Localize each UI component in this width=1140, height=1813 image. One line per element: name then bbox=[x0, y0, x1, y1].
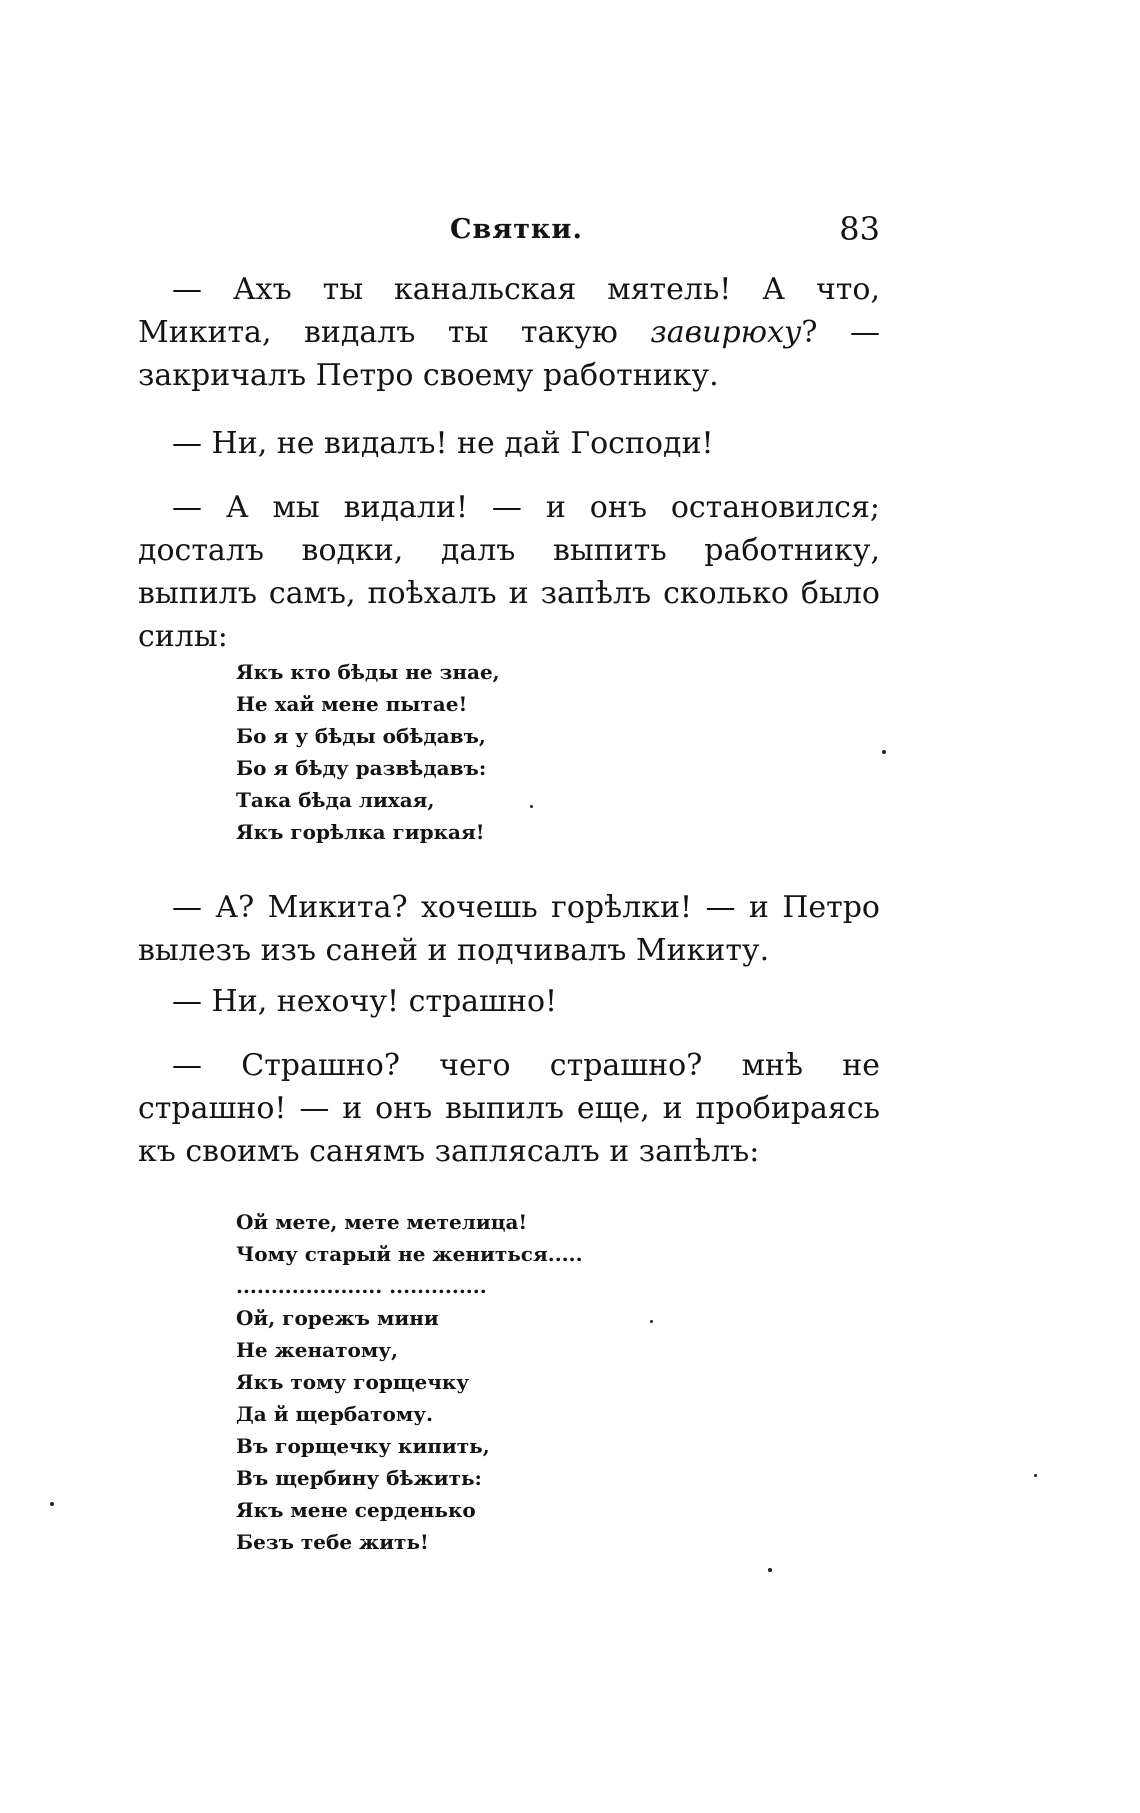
verse-line: Въ горщечку кипить, bbox=[236, 1434, 490, 1458]
scan-speck bbox=[50, 1502, 54, 1506]
verse-line: Якъ тому горщечку bbox=[236, 1370, 470, 1394]
verse-line: Ой мете, мете метелица! bbox=[236, 1210, 528, 1234]
verse-line: Ой, горежъ мини bbox=[236, 1306, 439, 1330]
verse-line: Безъ тебе жить! bbox=[236, 1530, 429, 1554]
verse-line: Якъ мене серденько bbox=[236, 1498, 476, 1522]
verse-line: Бо я у бѣды обѣдавъ, bbox=[236, 724, 486, 748]
scan-speck bbox=[1034, 1474, 1037, 1477]
verse-line: ..................... .............. bbox=[236, 1274, 487, 1298]
verse-one bbox=[236, 656, 500, 848]
verse-two bbox=[236, 1206, 583, 1558]
verse-line: Въ щербину бѣжить: bbox=[236, 1466, 482, 1490]
scan-speck bbox=[768, 1568, 772, 1572]
scan-speck bbox=[882, 750, 886, 754]
paragraph-1: — Ахъ ты канальская мятель! А что, Микита, видалъ ты такую завирюху? — закричалъ Петро своему работнику. bbox=[138, 272, 880, 393]
paragraph-6: — Страшно? чего страшно? мнѣ не страшно! — и онъ выпилъ еще, и пробираясь къ своимъ санямъ заплясалъ и запѣлъ: bbox=[138, 1048, 880, 1169]
verse-line: Якъ кто бѣды не знае, bbox=[236, 660, 500, 684]
italic-word: завирюху bbox=[650, 315, 802, 350]
verse-line: Не женатому, bbox=[236, 1338, 398, 1362]
running-title: Святки. bbox=[450, 214, 583, 245]
verse-line: Чому старый не жениться..... bbox=[236, 1242, 583, 1266]
paragraph-5: — Ни, нехочу! страшно! bbox=[172, 984, 558, 1019]
scan-speck bbox=[650, 1320, 653, 1323]
verse-line: Не хай мене пытае! bbox=[236, 692, 468, 716]
verse-line: Да й щербатому. bbox=[236, 1402, 434, 1426]
verse-line: Якъ горѣлка гиркая! bbox=[236, 820, 485, 844]
paragraph-2: — Ни, не видалъ! не дай Господи! bbox=[172, 426, 714, 461]
paragraph-4: — А? Микита? хочешь горѣлки! — и Петро вылезъ изъ саней и подчивалъ Микиту. bbox=[138, 890, 880, 968]
page-number: 83 bbox=[839, 210, 880, 248]
scan-speck bbox=[530, 805, 533, 808]
verse-line: Така бѣда лихая, bbox=[236, 788, 435, 812]
verse-line: Бо я бѣду развѣдавъ: bbox=[236, 756, 487, 780]
paragraph-3: — А мы видали! — и онъ остановился; досталъ водки, далъ выпить работнику, выпилъ самъ, поѣхалъ и запѣлъ сколько было силы: bbox=[138, 490, 880, 654]
